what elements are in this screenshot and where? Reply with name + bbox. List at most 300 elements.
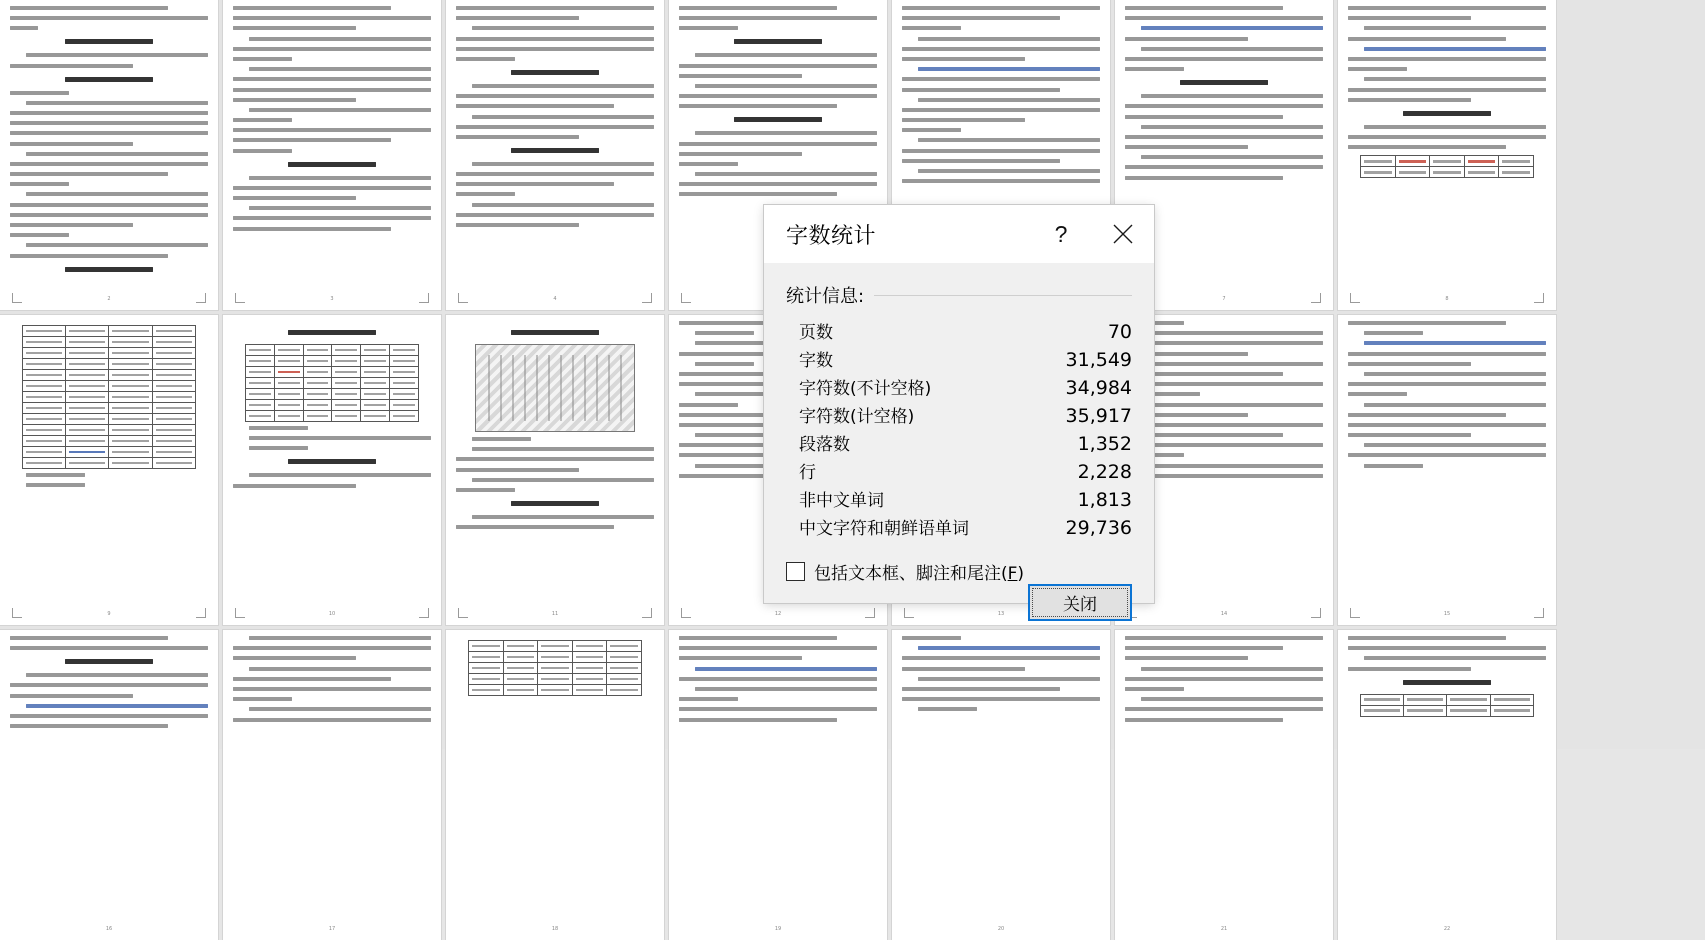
text-line: [1141, 94, 1323, 98]
text-line: [10, 16, 208, 20]
text-line: [26, 483, 85, 487]
page-content: [1348, 636, 1546, 924]
page-content: [233, 6, 431, 294]
page-number: 19: [774, 926, 782, 932]
text-line: [249, 707, 431, 711]
text-line: [902, 179, 1100, 183]
text-line: [1125, 718, 1283, 722]
text-line: [249, 67, 431, 71]
page-content: [679, 636, 877, 924]
text-line: [10, 683, 208, 687]
text-line: [249, 108, 431, 112]
text-line: [456, 125, 654, 129]
text-line: [1348, 57, 1546, 61]
text-line: [918, 169, 1100, 173]
text-line: [1364, 331, 1423, 335]
stat-value: 35,917: [1065, 405, 1132, 427]
text-line: [1348, 37, 1506, 41]
page-number: 14: [1220, 611, 1228, 617]
text-line: [1348, 145, 1506, 149]
heading-line: [288, 162, 375, 167]
text-line: [10, 213, 208, 217]
text-line: [26, 53, 208, 57]
text-line: [1348, 423, 1546, 427]
text-line: [10, 694, 133, 698]
text-line: [233, 718, 431, 722]
text-line: [10, 714, 208, 718]
page-content: [10, 321, 208, 609]
text-line: [1348, 453, 1546, 457]
text-line: [679, 162, 738, 166]
page-number: 7: [1222, 296, 1226, 302]
document-page[interactable]: [0, 0, 218, 310]
text-line: [472, 84, 654, 88]
text-line: [902, 57, 1025, 61]
text-line: [233, 656, 356, 660]
text-line: [1348, 88, 1546, 92]
text-line: [1125, 67, 1184, 71]
text-line: [472, 203, 654, 207]
text-line: [456, 94, 654, 98]
text-line: [1125, 115, 1283, 119]
text-line: [1125, 656, 1248, 660]
text-line: [679, 646, 877, 650]
text-line: [1141, 362, 1323, 366]
heading-line: [65, 659, 152, 664]
page-number: 20: [997, 926, 1005, 932]
checkbox-label-text: 包括文本框、脚注和尾注(: [814, 564, 1008, 584]
text-line: [233, 646, 431, 650]
text-line: [249, 636, 431, 640]
checkbox-label-tail: ): [1017, 564, 1025, 584]
page-content: [10, 636, 208, 924]
text-line: [902, 118, 1025, 122]
text-line: [1348, 382, 1546, 386]
text-line: [249, 667, 431, 671]
page-number: 4: [553, 296, 557, 302]
text-line: [472, 515, 654, 519]
text-line: [679, 192, 837, 196]
text-line: [679, 152, 802, 156]
text-line: [902, 687, 1060, 691]
text-line: [456, 16, 579, 20]
text-line: [1348, 362, 1471, 366]
embedded-table: [1360, 694, 1534, 717]
text-line: [1364, 372, 1546, 376]
text-line: [249, 176, 431, 180]
stat-value: 1,352: [1077, 433, 1132, 455]
page-number: 21: [1220, 926, 1228, 932]
text-line: [902, 88, 1060, 92]
document-page[interactable]: [669, 630, 887, 940]
page-content: [1125, 636, 1323, 924]
text-line: [10, 233, 69, 237]
stat-row: [799, 430, 1132, 458]
text-line: [1348, 135, 1546, 139]
text-line: [249, 426, 308, 430]
document-page[interactable]: [223, 0, 441, 310]
text-line: [10, 172, 168, 176]
embedded-table: [468, 640, 642, 696]
text-line: [1125, 403, 1323, 407]
text-line: [902, 159, 1060, 163]
text-line: [679, 403, 738, 407]
document-page[interactable]: [1115, 630, 1333, 940]
page-number: 3: [330, 296, 334, 302]
text-line: [26, 473, 85, 477]
document-page[interactable]: [0, 630, 218, 940]
text-line: [1348, 6, 1546, 10]
stat-value: 34,984: [1065, 377, 1132, 399]
hyperlink-line: [1364, 47, 1546, 51]
text-line: [695, 84, 877, 88]
page-content: [456, 321, 654, 609]
text-line: [10, 646, 208, 650]
text-line: [1348, 321, 1506, 325]
text-line: [679, 94, 877, 98]
document-page[interactable]: [0, 315, 218, 625]
heading-line: [511, 70, 598, 75]
text-line: [456, 172, 654, 176]
text-line: [1348, 433, 1471, 437]
page-content: [233, 636, 431, 924]
text-line: [679, 64, 877, 68]
text-line: [1125, 687, 1184, 691]
text-line: [1348, 67, 1407, 71]
statistics-label: 统计信息:: [786, 286, 865, 307]
document-page[interactable]: [1338, 0, 1556, 310]
page-number: 12: [774, 611, 782, 617]
text-line: [1125, 176, 1283, 180]
document-page[interactable]: [446, 0, 664, 310]
text-line: [233, 687, 431, 691]
help-question-icon[interactable]: ?: [1030, 205, 1092, 263]
text-line: [1125, 677, 1323, 681]
text-line: [1348, 16, 1471, 20]
text-line: [10, 223, 133, 227]
text-line: [249, 37, 431, 41]
text-line: [233, 118, 292, 122]
text-line: [1348, 352, 1546, 356]
text-line: [1125, 443, 1323, 447]
stat-label: 行: [799, 463, 816, 483]
text-line: [456, 488, 515, 492]
text-line: [1125, 104, 1323, 108]
page-number: 22: [1443, 926, 1451, 932]
stat-row: [799, 346, 1132, 374]
text-line: [1348, 413, 1506, 417]
text-line: [902, 656, 1100, 660]
text-line: [233, 138, 391, 142]
close-x-icon[interactable]: [1092, 205, 1154, 263]
heading-line: [1180, 80, 1267, 85]
page-number: 11: [551, 611, 559, 617]
text-line: [26, 101, 208, 105]
hyperlink-line: [918, 646, 1100, 650]
text-line: [918, 677, 1100, 681]
stat-label: 页数: [799, 323, 833, 343]
text-line: [233, 227, 391, 231]
text-line: [1125, 636, 1323, 640]
text-line: [902, 667, 1025, 671]
text-line: [1125, 646, 1283, 650]
text-line: [1141, 331, 1323, 335]
text-line: [1125, 341, 1323, 345]
text-line: [902, 47, 1100, 51]
heading-line: [65, 39, 152, 44]
text-line: [1125, 474, 1323, 478]
embedded-table: [245, 344, 419, 422]
text-line: [1141, 464, 1323, 468]
dialog-footer: [764, 584, 1154, 638]
text-line: [918, 707, 977, 711]
text-line: [679, 677, 877, 681]
page-content: [233, 321, 431, 609]
page-content: [456, 636, 654, 924]
embedded-table: [22, 325, 196, 469]
text-line: [456, 104, 614, 108]
text-line: [695, 53, 877, 57]
text-line: [1348, 636, 1506, 640]
text-line: [902, 6, 1100, 10]
text-line: [10, 91, 69, 95]
text-line: [249, 206, 431, 210]
text-line: [233, 149, 292, 153]
statistics-list: [786, 318, 1132, 542]
text-line: [695, 131, 877, 135]
statistics-section-header: [786, 282, 1132, 308]
text-line: [679, 104, 837, 108]
text-line: [26, 192, 208, 196]
page-content: [10, 6, 208, 294]
text-line: [10, 6, 168, 10]
text-line: [472, 115, 654, 119]
text-line: [472, 437, 531, 441]
page-number: 16: [105, 926, 113, 932]
document-page[interactable]: [892, 630, 1110, 940]
stat-label: 段落数: [799, 435, 850, 455]
text-line: [233, 186, 431, 190]
text-line: [1125, 382, 1323, 386]
embedded-figure: [475, 344, 635, 432]
page-content: [1125, 6, 1323, 294]
heading-line: [511, 148, 598, 153]
heading-line: [1403, 111, 1490, 116]
text-line: [1364, 26, 1546, 30]
text-line: [1125, 145, 1248, 149]
text-line: [10, 111, 208, 115]
document-page[interactable]: [446, 315, 664, 625]
heading-line: [288, 459, 375, 464]
text-line: [249, 436, 431, 440]
text-line: [1141, 47, 1323, 51]
text-line: [233, 57, 292, 61]
text-line: [233, 677, 391, 681]
text-line: [26, 152, 208, 156]
text-line: [456, 182, 614, 186]
text-line: [10, 724, 168, 728]
heading-line: [734, 39, 821, 44]
page-number: 15: [1443, 611, 1451, 617]
text-line: [1364, 464, 1423, 468]
stat-row: [799, 486, 1132, 514]
heading-line: [65, 267, 152, 272]
heading-line: [734, 117, 821, 122]
text-line: [1364, 77, 1546, 81]
text-line: [233, 484, 356, 488]
text-line: [233, 697, 292, 701]
text-line: [679, 718, 837, 722]
page-content: [1348, 6, 1546, 294]
stat-row: [799, 318, 1132, 346]
page-number: 2: [107, 296, 111, 302]
text-line: [10, 636, 168, 640]
text-line: [10, 142, 133, 146]
page-content: [1125, 321, 1323, 609]
text-line: [233, 196, 356, 200]
page-number: 18: [551, 926, 559, 932]
text-line: [10, 26, 38, 30]
heading-line: [288, 330, 375, 335]
text-line: [1364, 443, 1546, 447]
text-line: [679, 74, 802, 78]
text-line: [902, 16, 1060, 20]
text-line: [902, 697, 1100, 701]
text-line: [456, 525, 614, 529]
text-line: [1141, 155, 1323, 159]
document-page[interactable]: [223, 630, 441, 940]
text-line: [26, 243, 208, 247]
text-line: [1125, 165, 1323, 169]
stat-value: 31,549: [1065, 349, 1132, 371]
text-line: [249, 446, 308, 450]
text-line: [456, 213, 654, 217]
text-line: [902, 128, 961, 132]
close-button[interactable]: [1028, 584, 1132, 621]
text-line: [10, 162, 208, 166]
document-page[interactable]: [1338, 315, 1556, 625]
text-line: [456, 47, 654, 51]
text-line: [1125, 6, 1283, 10]
text-line: [233, 16, 431, 20]
text-line: [918, 138, 1100, 142]
hyperlink-line: [695, 667, 877, 671]
text-line: [456, 57, 515, 61]
text-line: [679, 656, 802, 660]
include-textboxes-footnotes-row[interactable]: [786, 559, 1132, 584]
stat-row: [799, 402, 1132, 430]
text-line: [1125, 707, 1323, 711]
text-line: [679, 16, 877, 20]
text-line: [456, 457, 654, 461]
stat-label: 字数: [799, 351, 833, 371]
text-line: [902, 26, 961, 30]
stat-label: 中文字符和朝鲜语单词: [799, 519, 969, 539]
text-line: [10, 254, 168, 258]
text-line: [456, 223, 579, 227]
text-line: [1141, 667, 1323, 671]
stat-label: 非中文单词: [799, 491, 884, 511]
embedded-table: [1360, 155, 1534, 178]
text-line: [472, 478, 654, 482]
text-line: [1141, 125, 1323, 129]
text-line: [1364, 125, 1546, 129]
text-line: [472, 162, 654, 166]
text-line: [10, 203, 208, 207]
text-line: [233, 128, 431, 132]
text-line: [1141, 697, 1323, 701]
text-line: [10, 64, 133, 68]
hyperlink-line: [1364, 341, 1546, 345]
text-line: [26, 673, 208, 677]
document-page[interactable]: [1338, 630, 1556, 940]
text-line: [233, 47, 431, 51]
text-line: [456, 135, 579, 139]
heading-line: [65, 77, 152, 82]
text-line: [233, 216, 431, 220]
document-page[interactable]: [446, 630, 664, 940]
dialog-title: 字数统计: [786, 223, 877, 249]
text-line: [233, 98, 356, 102]
page-number: 9: [107, 611, 111, 617]
text-line: [1348, 646, 1546, 650]
dialog-title-buttons: [1030, 205, 1154, 263]
stat-row: [799, 514, 1132, 542]
text-line: [679, 697, 738, 701]
include-textboxes-checkbox[interactable]: [786, 562, 805, 581]
stat-value: 2,228: [1077, 461, 1132, 483]
text-line: [472, 447, 654, 451]
close-button-label: 关闭: [1063, 595, 1097, 615]
dialog-title-bar[interactable]: [764, 205, 1154, 263]
stat-value: 70: [1107, 321, 1132, 343]
text-line: [695, 331, 754, 335]
text-line: [456, 37, 654, 41]
text-line: [902, 108, 1100, 112]
stat-value: 1,813: [1077, 489, 1132, 511]
stat-label: 字符数(不计空格): [799, 379, 932, 399]
text-line: [679, 182, 877, 186]
text-line: [1125, 16, 1323, 20]
text-line: [679, 6, 837, 10]
stat-label: 字符数(计空格): [799, 407, 915, 427]
text-line: [456, 6, 654, 10]
hyperlink-line: [1141, 26, 1323, 30]
stat-row: [799, 374, 1132, 402]
stat-value: 29,736: [1065, 517, 1132, 539]
page-content: [456, 6, 654, 294]
text-line: [472, 26, 654, 30]
text-line: [233, 6, 391, 10]
text-line: [1348, 392, 1407, 396]
text-line: [1141, 423, 1323, 427]
text-line: [1348, 98, 1471, 102]
checkbox-accelerator: F: [1007, 564, 1018, 584]
dialog-body: [764, 263, 1154, 584]
text-line: [10, 131, 208, 135]
text-line: [902, 149, 1100, 153]
document-page[interactable]: [223, 315, 441, 625]
text-line: [918, 98, 1100, 102]
text-line: [233, 26, 356, 30]
heading-line: [1403, 680, 1490, 685]
text-line: [249, 473, 431, 477]
text-line: [695, 362, 754, 366]
page-content: [902, 636, 1100, 924]
hyperlink-line: [26, 704, 208, 708]
text-line: [10, 121, 208, 125]
heading-line: [511, 330, 598, 335]
